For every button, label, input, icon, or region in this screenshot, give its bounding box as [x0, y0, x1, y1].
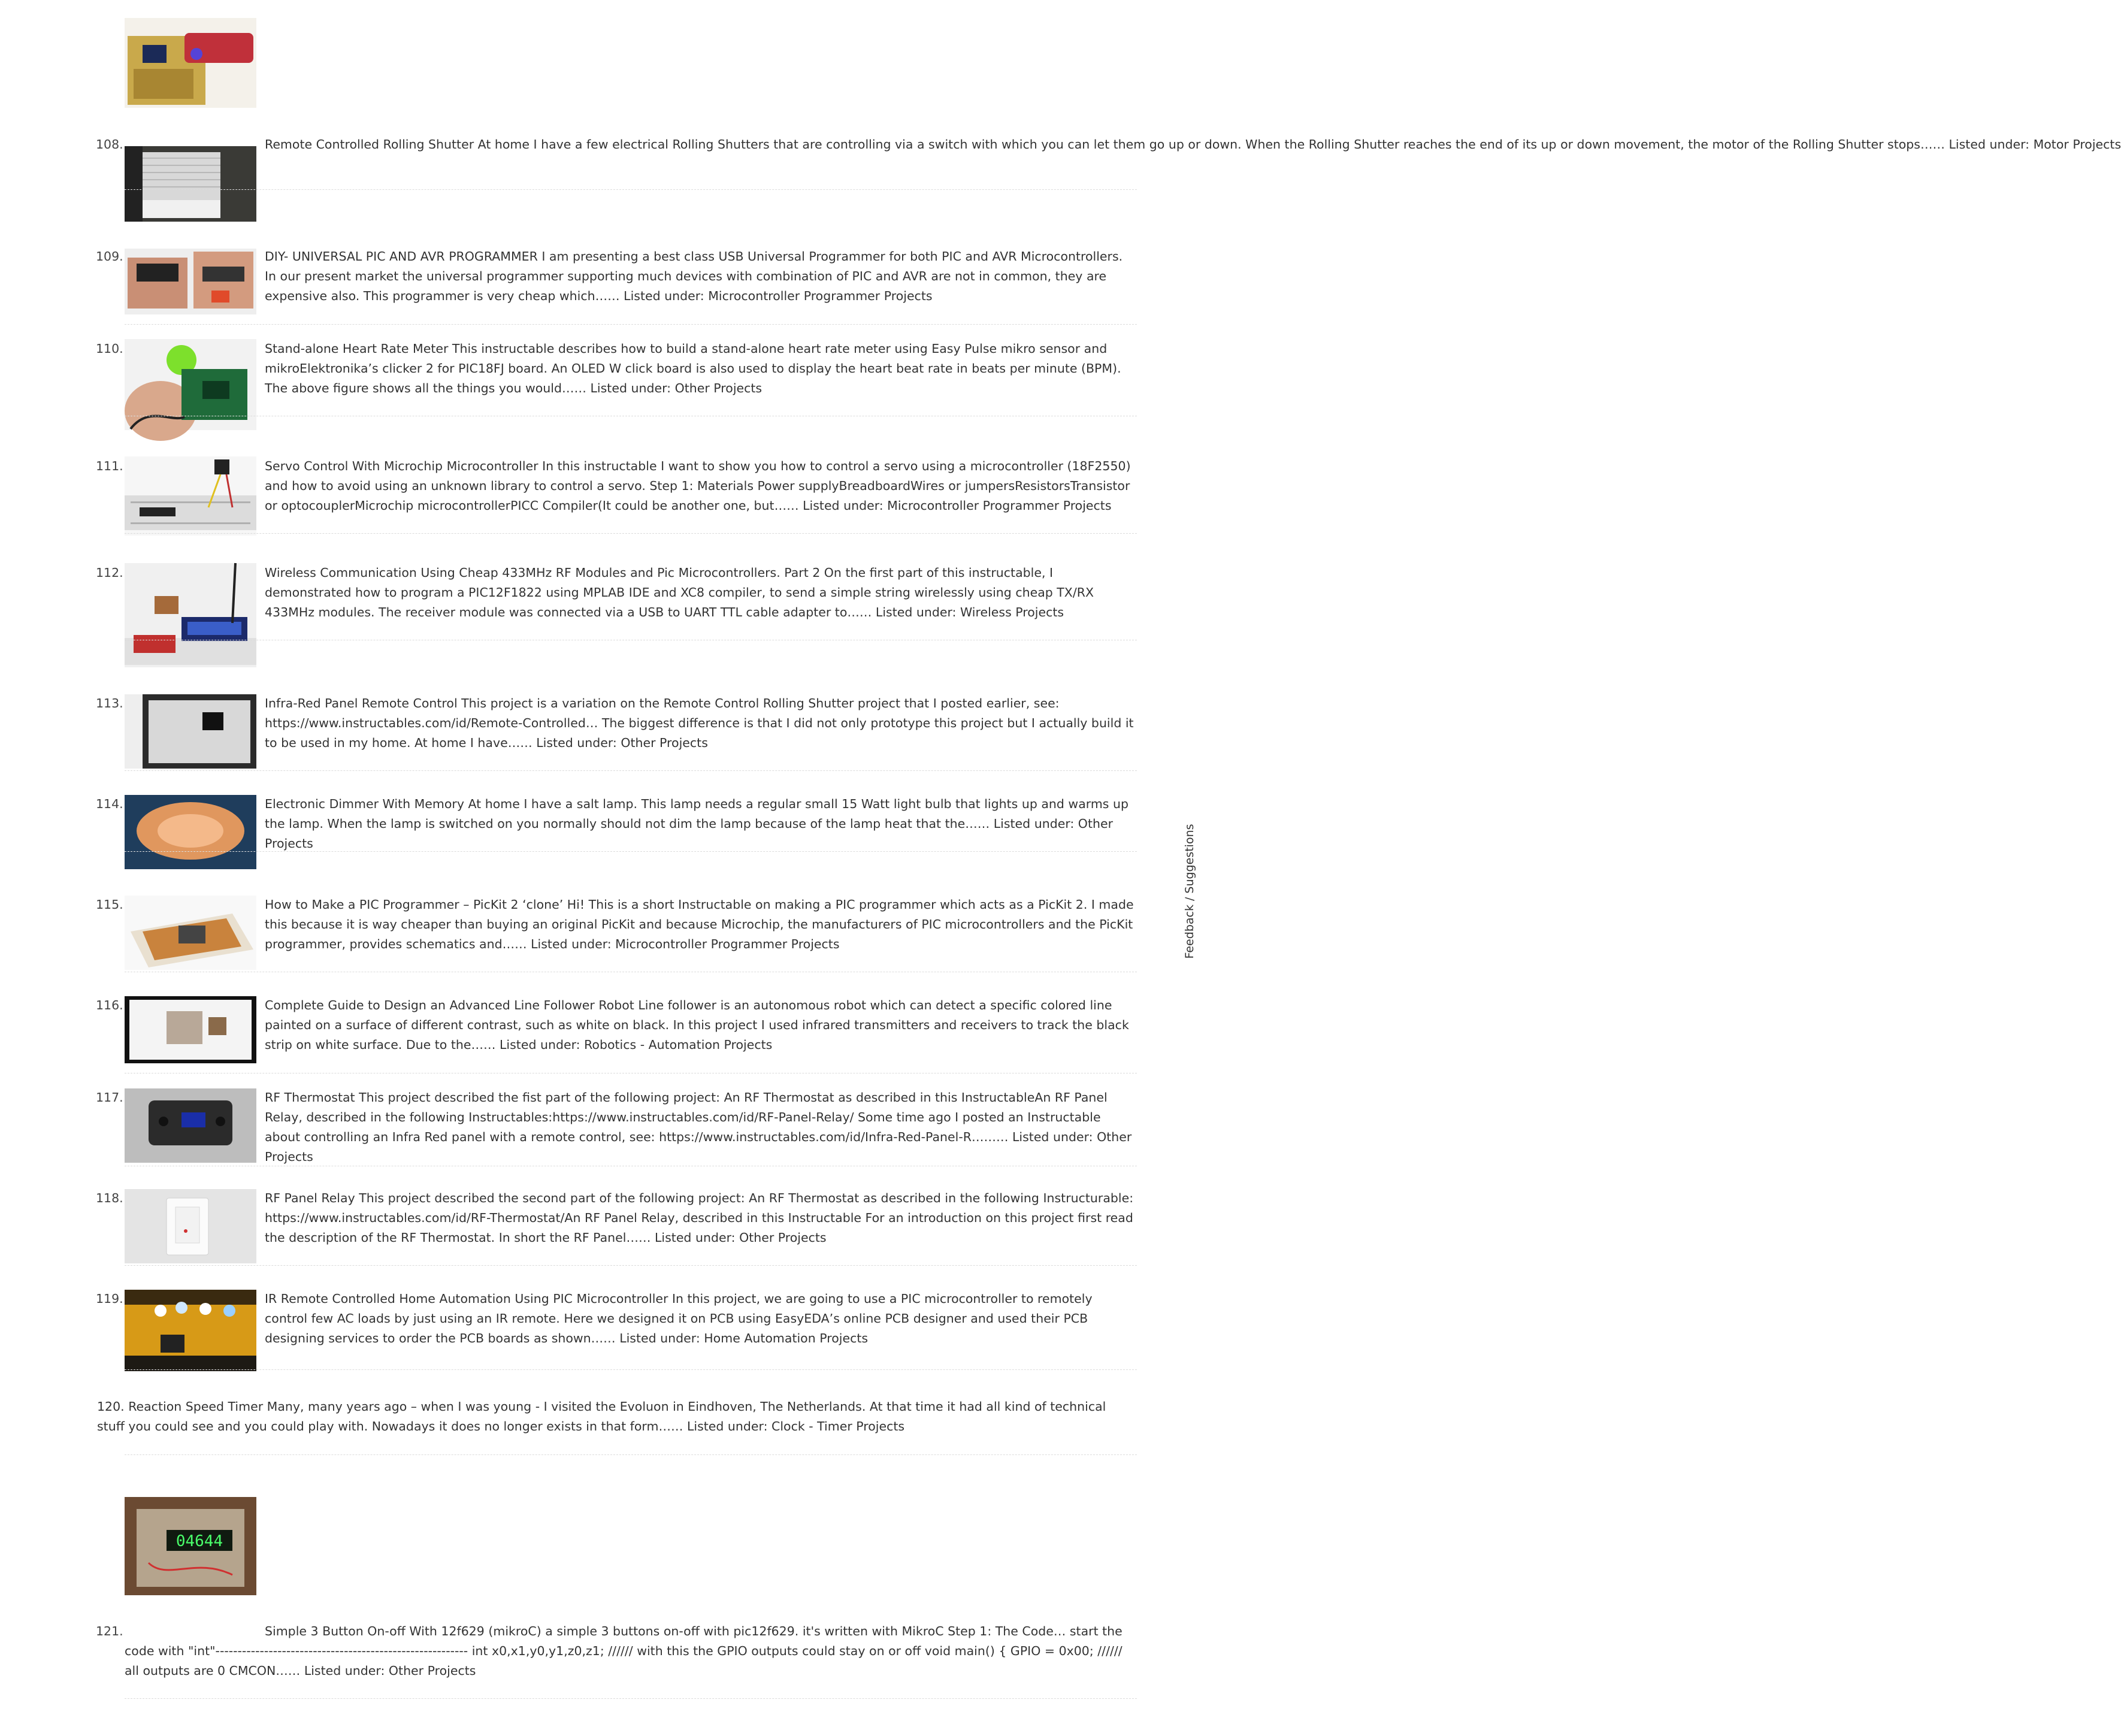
project-thumbnail[interactable] — [125, 339, 256, 430]
project-description[interactable] — [265, 694, 1136, 753]
project-description[interactable] — [265, 135, 2121, 155]
description-text: Wireless Communication Using Cheap 433MHz RF Modules and Pic Microcontrollers. Part 2 On the first part of this instructable, I demonstrated how to program a PIC12F1822 using MPLAB IDE and XC8 compiler, to send a simple string wirelessly using cheap TX/RX 433MHz modules. The receiver module was connected via a USB to UART TTL cable adapter to…… Listed under: Wireless Projects — [265, 565, 1094, 619]
project-description[interactable] — [125, 1622, 1137, 1681]
description-text: Simple 3 Button On-off With 12f629 (mikroC) a simple 3 buttons on-off with pic12f629. it's written with MikroC Step 1: The Code… start the code with "int"--------------------------------------------------------- int x0,x1,y0,y1,z0,z1; ////// with this the GPIO outputs could stay on or off void main() { GPIO = 0x00; ////// all outputs are 0 CMCON…… Listed under: Other Projects — [125, 1624, 1122, 1678]
project-thumbnail[interactable] — [125, 249, 256, 314]
item-number: 109. — [96, 249, 123, 264]
description-text: Complete Guide to Design an Advanced Line Follower Robot Line follower is an autonomous robot which can detect a specific colored line painted on a surface of different contrast, such as white on black. In this project I used infrared transmitters and receivers to track the black strip on white surface. Due to the…… Listed under: Robotics - Automation Projects — [265, 998, 1129, 1052]
project-description[interactable] — [265, 247, 1136, 306]
project-description[interactable] — [265, 895, 1136, 954]
item-number: 119. — [96, 1292, 123, 1306]
project-description[interactable] — [265, 1188, 1136, 1248]
description-text: RF Thermostat This project described the fist part of the following project: An RF Thermostat as described in this InstructableAn RF Panel Relay, described in the following Instructables:https://www.instructables.com/id/RF-Panel-Relay/ Some time ago I posted an Instructable about controlling an Infra Red panel with a remote control, see: https://www.instructables.com/id/Infra-Red-Panel-R……… Listed under: Other Projects — [265, 1090, 1132, 1164]
divider — [125, 1265, 1137, 1266]
project-thumbnail[interactable] — [125, 694, 256, 769]
item-number: 117. — [96, 1090, 123, 1105]
divider — [125, 851, 1137, 852]
project-thumbnail[interactable] — [125, 18, 256, 108]
description-text: Stand-alone Heart Rate Meter This instructable describes how to build a stand-alone heart rate meter using Easy Pulse mikro sensor and mikroElektronika’s clicker 2 for PIC18FJ board. An OLED W click board is also used to display the heart beat rate in beats per minute (BPM). The above figure shows all the things you would…… Listed under: Other Projects — [265, 341, 1121, 395]
description-text: Reaction Speed Timer Many, many years ago – when I was young - I visited the Evoluon in Eindhoven, The Netherlands. At that time it had all kind of technical stuff you could see and you could play with. Nowadays it does no longer exists in that form…… Listed under: Clock - Timer Projects — [97, 1399, 1106, 1433]
project-description[interactable] — [265, 1088, 1136, 1167]
item-number: 120. — [97, 1399, 125, 1414]
divider — [125, 770, 1137, 771]
item-number: 112. — [96, 565, 123, 580]
item-number: 116. — [96, 998, 123, 1012]
item-number: 114. — [96, 797, 123, 811]
item-number: 113. — [96, 696, 123, 710]
project-description[interactable] — [97, 1397, 1136, 1436]
svg-text:04644: 04644 — [176, 1532, 223, 1550]
divider — [125, 533, 1137, 534]
project-thumbnail[interactable] — [125, 1290, 256, 1371]
project-description[interactable] — [265, 563, 1136, 622]
project-thumbnail[interactable] — [125, 146, 256, 222]
description-text: IR Remote Controlled Home Automation Using PIC Microcontroller In this project, we are going to use a PIC microcontroller to remotely control few AC loads by just using an IR remote. Here we designed it on PCB using EasyEDA’s online PCB designer and used their PCB designing services to order the PCB boards as shown…… Listed under: Home Automation Projects — [265, 1292, 1093, 1345]
feedback-tab[interactable] — [1178, 825, 1202, 957]
description-text: Infra-Red Panel Remote Control This project is a variation on the Remote Control Rolling Shutter project that I posted earlier, see: https://www.instructables.com/id/Remote-Controlled… The biggest difference is that I did not only prototype this project but I actually build it to be used in my home. At home I have…… Listed under: Other Projects — [265, 696, 1134, 750]
project-description[interactable] — [265, 1289, 1136, 1348]
project-thumbnail[interactable] — [125, 563, 256, 667]
item-number: 111. — [96, 459, 123, 473]
project-description[interactable] — [265, 456, 1136, 516]
item-number: 110. — [96, 341, 123, 356]
project-thumbnail[interactable] — [125, 456, 256, 536]
divider — [125, 189, 1137, 190]
divider — [125, 1454, 1137, 1455]
project-thumbnail[interactable] — [125, 795, 256, 869]
project-thumbnail[interactable] — [125, 1189, 256, 1263]
project-thumbnail[interactable] — [125, 1088, 256, 1163]
project-description[interactable] — [265, 996, 1136, 1055]
project-thumbnail[interactable] — [125, 996, 256, 1063]
description-text: Servo Control With Microchip Microcontroller In this instructable I want to show you how to control a servo using a microcontroller (18F2550) and how to avoid using an unknown library to control a servo. Step 1: Materials Power supplyBreadboardWires or jumpersResistorsTransistor or optocouplerMicrochip microcontrollerPICC Compiler(It could be another one, but…… Listed under: Microcontroller Programmer Projects — [265, 459, 1131, 513]
item-number: 115. — [96, 897, 123, 912]
description-text: RF Panel Relay This project described the second part of the following project: An RF Thermostat as described in the following Instructurable: https://www.instructables.com/id/RF-Thermostat/An RF Panel Relay, described in this Instructable For an introduction on this project first read the description of the RF Thermostat. In short the RF Panel…… Listed under: Other Projects — [265, 1191, 1134, 1245]
divider — [125, 1698, 1137, 1699]
project-thumbnail[interactable] — [125, 896, 256, 970]
item-number: 121. — [96, 1624, 123, 1638]
project-description[interactable] — [265, 794, 1136, 854]
divider — [125, 324, 1137, 325]
description-text: DIY- UNIVERSAL PIC AND AVR PROGRAMMER I am presenting a best class USB Universal Programmer for both PIC and AVR Microcontrollers. In our present market the universal programmer supporting much devices with combination of PIC and AVR are not in common, they are expensive also. This programmer is very cheap which…… Listed under: Microcontroller Programmer Projects — [265, 249, 1123, 303]
item-number: 118. — [96, 1191, 123, 1205]
feedback-label: Feedback / Suggestions — [1183, 824, 1196, 959]
description-text: Remote Controlled Rolling Shutter At home I have a few electrical Rolling Shutters that are controlling via a switch with which you can let them go up or down. When the Rolling Shutter reaches the end of its up or down movement, the motor of the Rolling Shutter stops…… Listed under: Motor Projects — [265, 137, 2121, 152]
project-thumbnail[interactable] — [125, 1497, 256, 1595]
item-number: 108. — [96, 137, 123, 152]
description-text: How to Make a PIC Programmer – PicKit 2 ‘clone’ Hi! This is a short Instructable on making a PIC programmer which acts as a PicKit 2. I made this because it is way cheaper than buying an original PicKit and because Microchip, the manufacturers of PIC microcontrollers and the PicKit programmer, provides schematics and…… Listed under: Microcontroller Programmer Projects — [265, 897, 1134, 951]
description-text: Electronic Dimmer With Memory At home I have a salt lamp. This lamp needs a regular small 15 Watt light bulb that lights up and warms up the lamp. When the lamp is switched on you normally should not dim the lamp because of the lamp heat that the…… Listed under: Other Projects — [265, 797, 1128, 851]
divider — [125, 1369, 1137, 1370]
project-description[interactable] — [265, 339, 1136, 398]
